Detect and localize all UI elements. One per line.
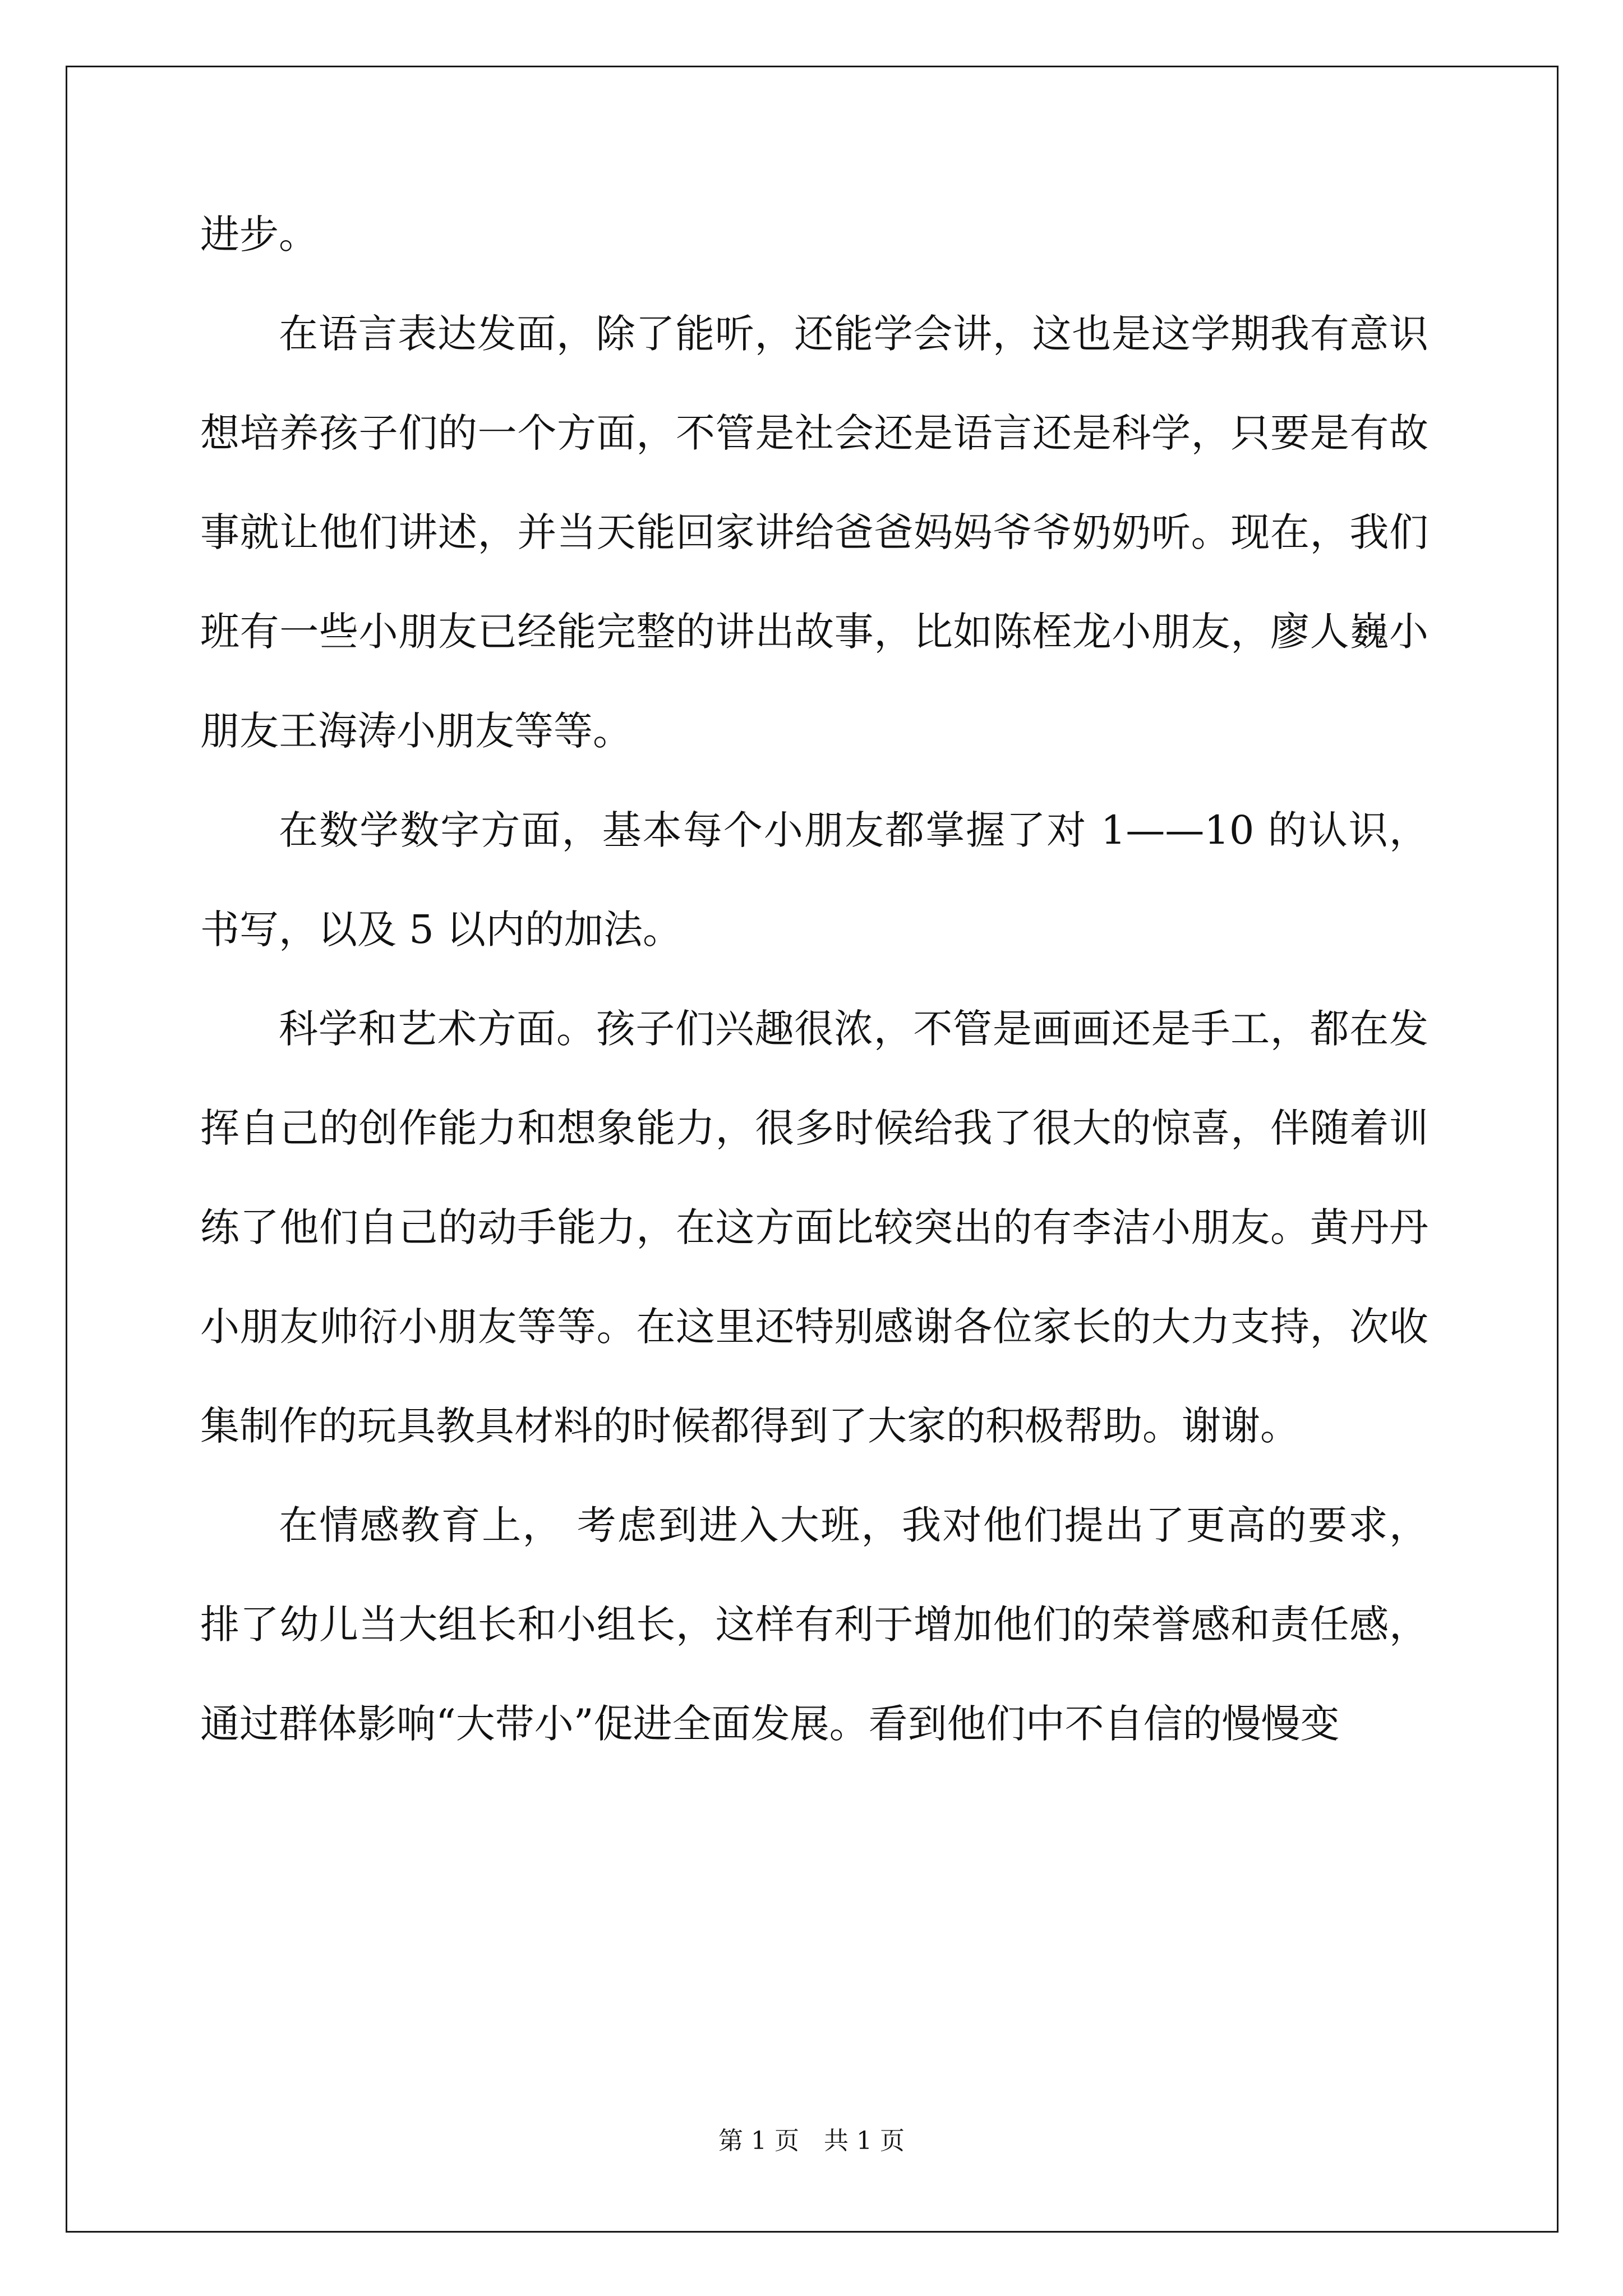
document-body — [200, 185, 1428, 1774]
paragraph-5: 在情感教育上， 考虑到进入大班，我对他们提出了更高的要求，排了幼儿当大组长和小组长，这样有利于增加他们的荣誉感和责任感，通过群体影响“大带小”促进全面发展。看到他们中不自信的慢慢变 — [200, 1502, 1428, 1747]
paragraph-1: 进步。 — [200, 211, 318, 257]
page-number-footer: 第 1 页 共 1 页 — [718, 2127, 905, 2155]
paragraph-3: 在数学数字方面，基本每个小朋友都掌握了对 1——10 的认识，书写，以及 5 以内的加法。 — [200, 807, 1428, 953]
paragraph-2: 在语言表达发面，除了能听，还能学会讲，这也是这学期我有意识想培养孩子们的一个方面，不管是社会还是语言还是科学，只要是有故事就让他们讲述，并当天能回家讲给爸爸妈妈爷爷奶奶听。现在，我们班有一些小朋友已经能完整的讲出故事，比如陈桎龙小朋友，廖人巍小朋友王海涛小朋友等等。 — [200, 311, 1428, 754]
paragraph-4: 科学和艺术方面。孩子们兴趣很浓，不管是画画还是手工，都在发挥自己的创作能力和想象能力，很多时候给我了很大的惊喜，伴随着训练了他们自己的动手能力，在这方面比较突出的有李洁小朋友。黄丹丹小朋友帅衍小朋友等等。在这里还特别感谢各位家长的大力支持，次收集制作的玩具教具材料的时候都得到了大家的积极帮助。谢谢。 — [200, 1006, 1428, 1449]
